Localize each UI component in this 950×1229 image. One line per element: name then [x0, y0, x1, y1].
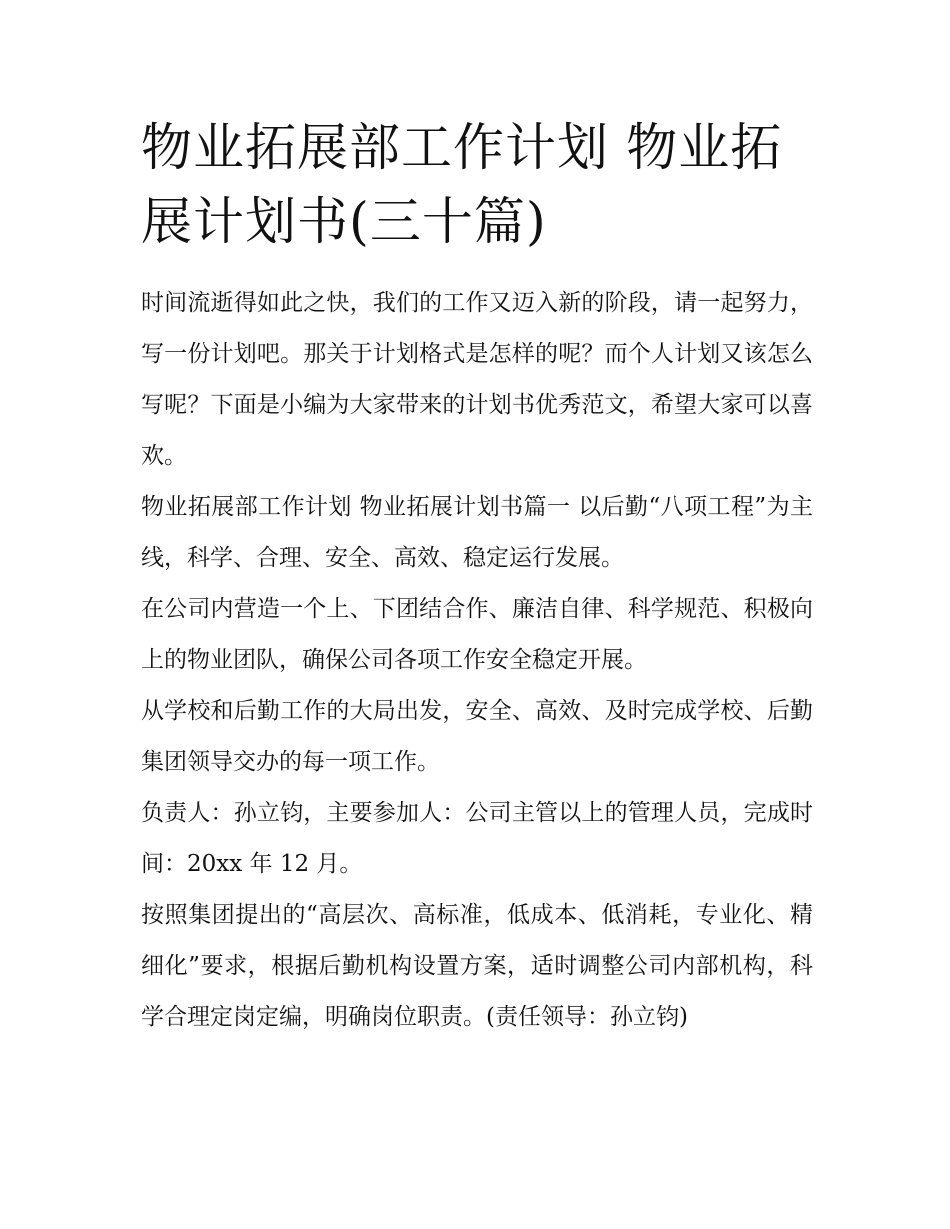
paragraph-overall: 从学校和后勤工作的大局出发，安全、高效、及时完成学校、后勤集团领导交办的每一项工作。: [141, 698, 813, 775]
paragraph-requirements: 按照集团提出的“高层次、高标准，低成本、低消耗，专业化、精细化”要求，根据后勤机构设置方案，适时调整公司内部机构，科学合理定岗定编，明确岗位职责。(责任领导：孙立钧): [141, 902, 813, 1030]
paragraph-main-line: 物业拓展部工作计划 物业拓展计划书篇一 以后勤“八项工程”为主线，科学、合理、安全、高效、稳定运行发展。: [141, 494, 813, 571]
paragraph-team: 在公司内营造一个上、下团结合作、廉洁自律、科学规范、积极向上的物业团队，确保公司各项工作安全稳定开展。: [141, 596, 813, 673]
paragraph-intro: 时间流逝得如此之快，我们的工作又迈入新的阶段，请一起努力，写一份计划吧。那关于计划格式是怎样的呢？而个人计划又该怎么写呢？下面是小编为大家带来的计划书优秀范文，希望大家可以喜欢。: [141, 290, 813, 469]
paragraph-responsible: 负责人：孙立钧，主要参加人：公司主管以上的管理人员，完成时间：20xx 年 12 月。: [141, 800, 813, 877]
document-body: [141, 112, 813, 1043]
document-title: 物业拓展部工作计划 物业拓展计划书(三十篇): [141, 119, 783, 252]
